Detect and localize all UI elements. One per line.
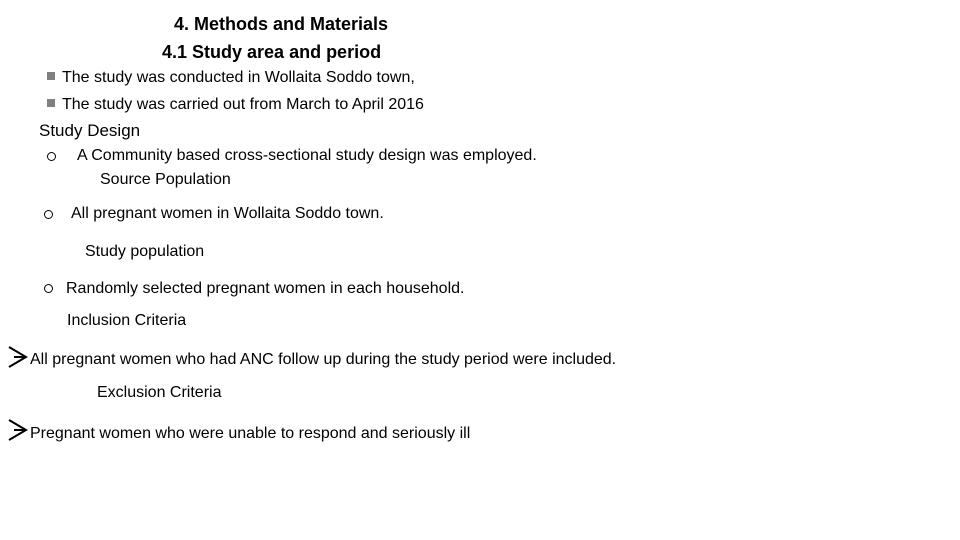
section-title: 4.1 Study area and period	[162, 42, 382, 62]
bullet-study-period: The study was carried out from March to April 2016	[62, 96, 424, 113]
exclusion-criteria-heading: Exclusion Criteria	[97, 384, 222, 401]
circle-bullet-icon	[44, 210, 53, 219]
circle-bullet-icon	[44, 284, 53, 293]
square-bullet-icon	[47, 72, 55, 80]
study-design-heading: Study Design	[39, 121, 141, 140]
source-population-heading: Source Population	[100, 171, 231, 188]
slide-title: 4. Methods and Materials	[174, 14, 389, 34]
exclusion-criteria-text: Pregnant women who were unable to respond and seriously ill	[30, 425, 471, 442]
inclusion-criteria-text: All pregnant women who had ANC follow up during the study period were included.	[30, 351, 617, 368]
bullet-study-area: The study was conducted in Wollaita Soddo town,	[62, 69, 415, 86]
arrow-bullet-icon	[8, 346, 28, 368]
circle-bullet-icon	[47, 152, 56, 161]
inclusion-criteria-heading: Inclusion Criteria	[67, 312, 187, 329]
study-population-heading: Study population	[85, 243, 205, 260]
study-population-text: Randomly selected pregnant women in each household.	[66, 280, 465, 297]
study-design-text: A Community based cross-sectional study design was employed.	[77, 147, 537, 164]
square-bullet-icon	[47, 99, 55, 107]
arrow-bullet-icon	[8, 419, 28, 441]
source-population-text: All pregnant women in Wollaita Soddo town.	[71, 205, 384, 222]
